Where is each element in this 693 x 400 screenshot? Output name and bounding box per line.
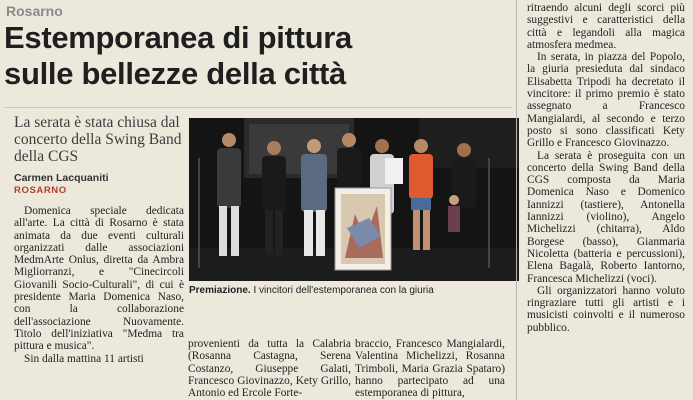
photo-caption <box>189 285 519 296</box>
paragraph: Gli organizzatori hanno voluto ringraziare tutti gli artisti e i musicisti coinvolti e il numeroso pubblico. <box>527 284 685 334</box>
paragraph: Sin dalla mattina 11 artisti <box>24 352 144 365</box>
body-column-2 <box>188 338 351 399</box>
event-photo <box>189 118 519 281</box>
column-divider <box>516 0 517 400</box>
caption-label: Premiazione. <box>189 285 251 296</box>
caption-text: I vincitori dell'estemporanea con la giuria <box>250 285 434 296</box>
paragraph: In serata, in piazza del Popolo, la giuria presieduta dal sindaco Elisabetta Tripodi ha decretato il vincitore: il primo premio è stato assegnato a Francesco Mangialardi, al secondo e terzo posto si sono classificati Kety Grillo e Francesco Giovinazzo. <box>527 51 685 150</box>
paragraph: braccio, Francesco Mangialardi, Valentina Michelizzi, Rosanna Trimboli, Maria Grazia Spataro) hanno partecipato ad una estemporanea di pittura, <box>355 338 505 400</box>
paragraph: ritraendo alcuni degli scorci più suggestivi e caratteristici della città e legandoli alla magica atmosfera medmea. <box>527 2 685 51</box>
paragraph: La serata è proseguita con un concerto della Swing Band della CGS composta da Maria Domenica Naso e Domenico Iannizzi (tastiere), Antonella Iannizzi (violino), Angelo Michelizzi (chitarra), Aldo Borgese (basso), Gianmaria Nicoletta (batteria e percussioni), Elena Bagalà, Roberto Iantorno, Francesca Michelizzi (voci). <box>527 149 685 285</box>
section-kicker: Rosarno <box>6 3 63 19</box>
paragraph: Domenica speciale dedicata all'arte. La città di Rosarno è stata animata da due eventi culturali organizzati dalle associazioni MedmArte Onlus, diretta da Ambra Migliorranzi, e "Cinecircoli Giovanili Socio-Culturali", di cui è presidente Maria Domenica Naso, con la collaborazione dell'associazione Nuovamente. Titolo dell'iniziativa "Medma tra pittura e musica". <box>14 205 184 353</box>
dateline-place: ROSARNO <box>14 185 67 196</box>
headline-line-2: sulle bellezze della città <box>4 56 346 91</box>
body-column-3 <box>355 338 505 399</box>
headline <box>4 20 509 92</box>
author-byline: Carmen Lacquaniti <box>14 172 109 184</box>
standfirst: La serata è stata chiusa dal concerto della Swing Band della CGS <box>14 114 182 165</box>
paragraph: provenienti da tutta la Calabria (Rosanna Castagna, Serena Costanzo, Giuseppe Galati, Francesco Giovinazzo, Kety Grillo, Antonio ed Ercole Forte- <box>188 338 351 400</box>
headline-rule <box>4 107 512 108</box>
body-column-4 <box>527 2 685 334</box>
body-column-1 <box>14 205 184 365</box>
photo-illustration <box>189 118 519 281</box>
headline-line-1: Estemporanea di pittura <box>4 20 352 55</box>
